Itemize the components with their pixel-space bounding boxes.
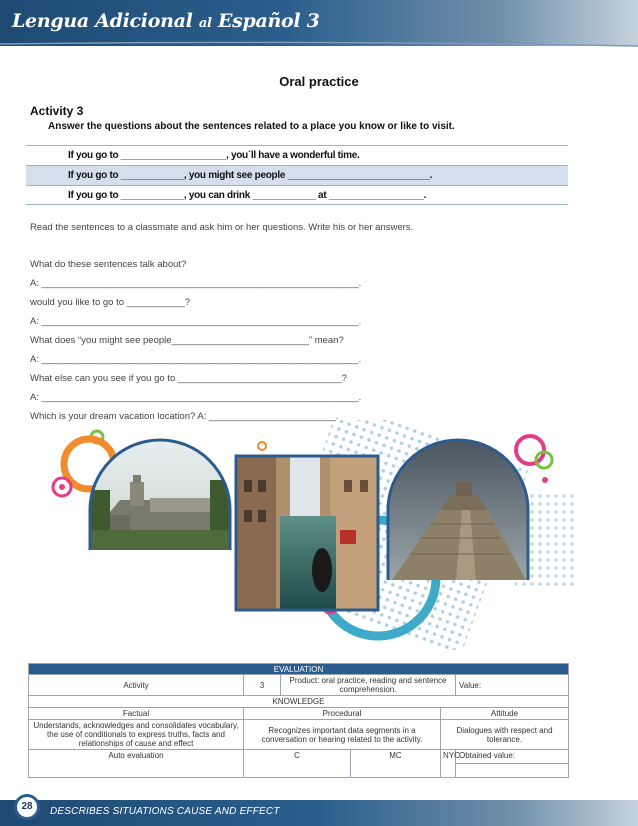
sentence-row: If you go to ____________, you can drink ____________ at __________________. xyxy=(26,185,568,205)
attitude-description: Dialogues with respect and tolerance. xyxy=(441,720,569,750)
attitude-label: Attitude xyxy=(441,708,569,720)
product-description: Product: oral practice, reading and sentence comprehension. xyxy=(281,675,456,696)
c-label: C xyxy=(244,750,351,778)
footer-text: DESCRIBES SITUATIONS CAUSE AND EFFECT xyxy=(50,806,280,817)
deco-circle xyxy=(59,484,65,490)
header-swoosh-decoration xyxy=(0,40,638,50)
venice-canal-photo xyxy=(236,456,378,610)
section-title: Oral practice xyxy=(279,74,359,89)
book-title: Lengua Adicional al Español 3 xyxy=(12,10,320,32)
knowledge-label: KNOWLEDGE xyxy=(29,696,569,708)
mc-label: MC xyxy=(351,750,441,778)
deco-circle xyxy=(258,442,266,450)
read-prompt: Read the sentences to a classmate and ask him or her questions. Write his or her answers. xyxy=(30,222,414,233)
answer-line: A: ____________________________________________________________. xyxy=(30,354,362,365)
deco-circle xyxy=(516,436,544,464)
activity-label: Activity xyxy=(29,675,244,696)
procedural-description: Recognizes important data segments in a conversation or hearing related to the activity. xyxy=(244,720,441,750)
nyc-label: NYC xyxy=(441,750,456,778)
sentence-row: If you go to ____________, you might see people ___________________________. xyxy=(26,165,568,185)
answer-line: A: ____________________________________________________________. xyxy=(30,278,362,289)
obtained-value-field[interactable] xyxy=(456,764,569,778)
deco-circle xyxy=(542,477,548,483)
question-line: What does “you might see people__________________________” mean? xyxy=(30,335,344,346)
auto-evaluation-label: Auto evaluation xyxy=(29,750,244,778)
value-label: Value: xyxy=(456,675,569,696)
activity-number: 3 xyxy=(244,675,281,696)
answer-line: A: ____________________________________________________________. xyxy=(30,392,362,403)
question-line: would you like to go to ___________? xyxy=(30,297,191,308)
evaluation-table xyxy=(28,663,569,778)
obtained-value-label: Obtained value: xyxy=(456,750,569,764)
answer-line: A: ____________________________________________________________. xyxy=(30,316,362,327)
travel-photos xyxy=(0,420,638,650)
question-line: Which is your dream vacation location? A: ________________________. xyxy=(30,411,339,422)
factual-label: Factual xyxy=(29,708,244,720)
factual-description: Understands, acknowledges and consolidates vocabulary, the use of conditionals to express truths, facts and relationships of cause and effect xyxy=(29,720,244,750)
evaluation-heading: EVALUATION xyxy=(29,664,569,675)
procedural-label: Procedural xyxy=(244,708,441,720)
activity-title: Activity 3 xyxy=(30,104,84,118)
page-number: 28 xyxy=(14,794,40,820)
question-line: What do these sentences talk about? xyxy=(30,259,187,270)
question-line: What else can you see if you go to _______________________________? xyxy=(30,373,347,384)
sentence-row: If you go to ____________________, you´ll have a wonderful time. xyxy=(26,145,568,165)
sentences-table xyxy=(26,145,568,205)
activity-instructions: Answer the questions about the sentences related to a place you know or like to visit. xyxy=(48,121,455,132)
